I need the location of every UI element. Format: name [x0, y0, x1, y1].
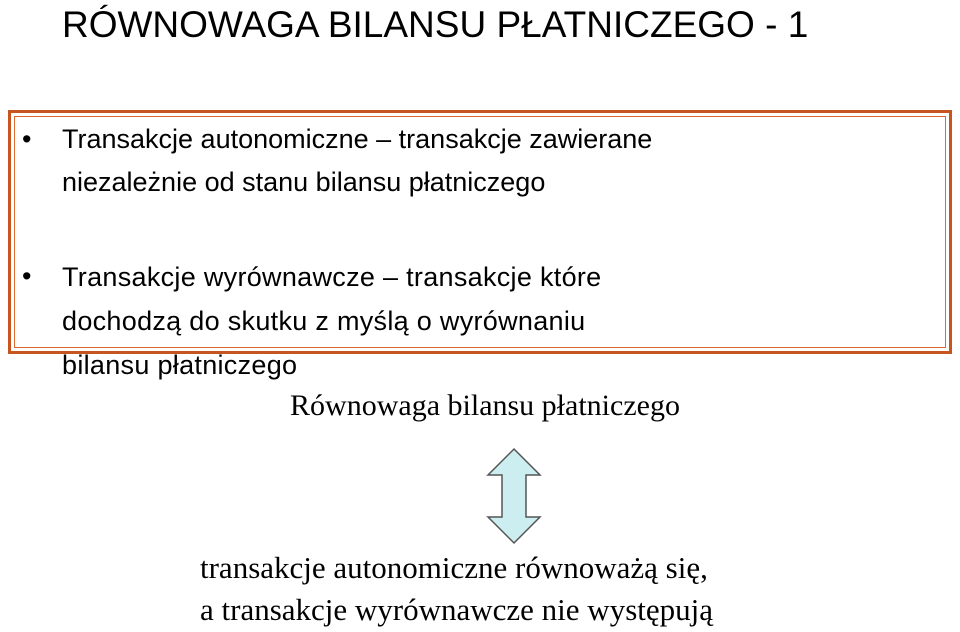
bullet-text [62, 255, 942, 387]
bullet-text [62, 118, 942, 204]
double-vertical-arrow-icon [486, 447, 542, 545]
bullet-line: Transakcje autonomiczne – transakcje zawierane [62, 124, 653, 154]
bullet-icon: • [22, 261, 32, 291]
slide-title: RÓWNOWAGA BILANSU PŁATNICZEGO - 1 [62, 4, 809, 45]
bullet-line: niezależnie od stanu bilansu płatniczego [62, 167, 546, 197]
equilibrium-label: Równowaga bilansu płatniczego [290, 389, 680, 422]
bullet-line: bilansu płatniczego [62, 350, 298, 380]
conclusion-line: a transakcje wyrównawcze nie występują [200, 592, 713, 627]
bullet-line: Transakcje wyrównawcze – transakcje które [62, 262, 602, 292]
bullet-line: dochodzą do skutku z myślą o wyrównaniu [62, 306, 586, 336]
bullet-icon: • [22, 124, 32, 154]
conclusion-line: transakcje autonomiczne równoważą się, [200, 550, 708, 585]
conclusion-text [200, 547, 900, 631]
